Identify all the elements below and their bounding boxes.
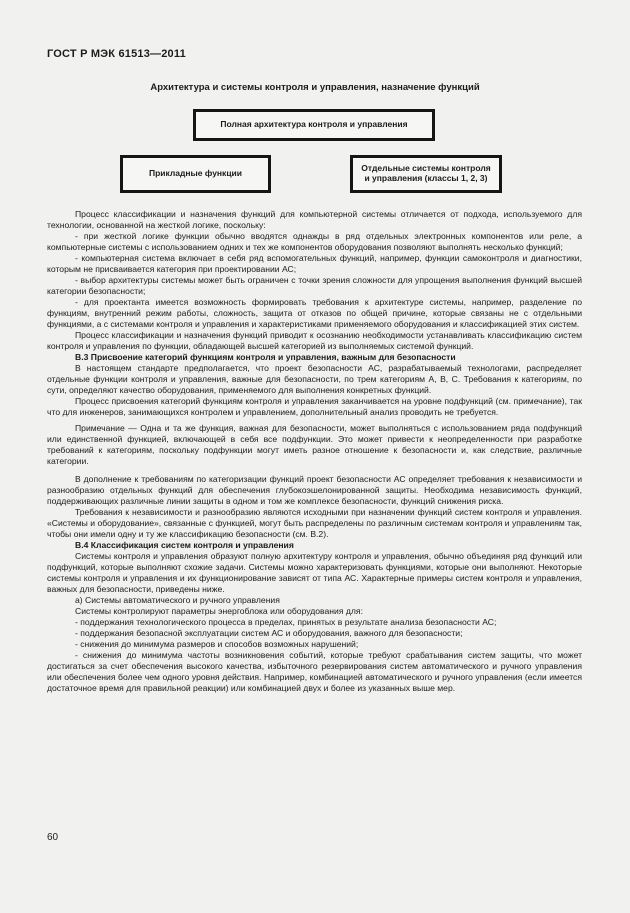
- figure-title: Архитектура и системы контроля и управления, назначение функций: [150, 82, 480, 93]
- list-item: - компьютерная система включает в себя ряд вспомогательных функций, например, функции самоконтроля и диагностики, которым не присваивается категория при проектировании АС;: [47, 253, 582, 274]
- paragraph: В настоящем стандарте предполагается, что проект безопасности АС, разрабатываемый технологами, распределяет отдельные функции контроля и управления, важные для безопасности, по трем категориям А, В, С. Требования к категориям, по сути, определяют качество оборудования, применяемого для выполнения конкретных функций.: [47, 363, 582, 395]
- list-item: - снижения до минимума размеров и способов возможных нарушений;: [75, 639, 359, 649]
- applied-functions-box: [120, 155, 271, 193]
- list-item: - для проектанта имеется возможность формировать требования к архитектуре системы, например, разделение по функциям, внутренний режим работы, сложность, защита от отказов по общей причине, которые связаны не с отдельными функциями, а с системами контроля и управления и характеристиками применяемого оборудования и классификацией этих систем.: [47, 297, 582, 329]
- separate-systems-label-line2: и управления (классы 1, 2, 3): [364, 173, 488, 183]
- paragraph: Процесс классификации и назначения функций для компьютерной системы отличается от подхода, используемого для технологии, основанной на жесткой логике, поскольку:: [47, 209, 582, 230]
- full-architecture-box: [193, 109, 435, 141]
- applied-functions-label: Прикладные функции: [148, 168, 242, 179]
- paragraph: Процесс классификации и назначения функций приводит к осознанию необходимости устанавливать классификацию систем контроля и управления по функции, обладающей высшей категорией из выполняемых системой функций.: [47, 330, 582, 351]
- subsection-heading: а) Системы автоматического и ручного управления: [75, 595, 280, 605]
- standard-header: ГОСТ Р МЭК 61513—2011: [47, 48, 186, 60]
- list-item: - снижения до минимума частоты возникновения событий, которые требуют срабатывания систем защиты, что может достигаться за счет обеспечения высокого качества, избыточного резервирования систем автоматического и ручного управления или обеспечения более чем одного уровня действия. Например, комбинацией автоматического и ручного управления (если имеется достаточное время для правильной реакции) или комбинацией двух и более из указанных выше мер.: [47, 650, 582, 693]
- separate-systems-label-line1: Отдельные системы контроля: [361, 163, 491, 174]
- paragraph: Системы контроля и управления образуют полную архитектуру контроля и управления, обычно объединяя ряд функций или подфункций, которые выполняют схожие задачи. Системы можно характеризовать функциями, которые они выполняют. Некоторые системы контроля и управления и их функционирование зависят от типа АС. Характерные примеры систем контроля и управления, важных для безопасности, приведены ниже.: [47, 551, 582, 594]
- note-paragraph: Примечание — Одна и та же функция, важная для безопасности, может выполняться с использованием ряда подфункций или единственной функцией, включающей в себя все подфункции. Это может привести к неопределенности при разработке требований к категориям, поскольку подфункции могут иметь разное отношение к безопасности и, как следствие, различные категории.: [47, 423, 582, 466]
- list-item: - при жесткой логике функции обычно вводятся однажды в ряд отдельных электронных компонентов или реле, а компьютерные системы с использованием одних и тех же компонентов оборудования позволяют выполнять несколько функций;: [47, 231, 582, 252]
- list-item: - выбор архитектуры системы может быть ограничен с точки зрения сложности для упрощения выполнения функций высшей категории безопасности;: [47, 275, 582, 296]
- paragraph: Системы контролируют параметры энергоблока или оборудования для:: [75, 606, 363, 616]
- separate-systems-box: [350, 155, 502, 193]
- section-heading-b3: B.3 Присвоение категорий функциям контроля и управления, важным для безопасности: [75, 352, 456, 362]
- section-heading-b4: B.4 Классификация систем контроля и управления: [75, 540, 294, 550]
- page-number: 60: [47, 832, 59, 843]
- paragraph: Процесс присвоения категорий функциям контроля и управления заканчивается на уровне подфункций (см. примечание), так что для инженеров, занимающихся контролем и управлением, дополнительный анализ проводить не требуется.: [47, 396, 582, 417]
- list-item: - поддержания технологического процесса в пределах, принятых в результате анализа безопасности АС;: [75, 617, 497, 627]
- paragraph: В дополнение к требованиям по категоризации функций проект безопасности АС определяет требования к независимости и разнообразию отдельных функций для обеспечения глубокоэшелонированной защиты. Необходима независимость функций, поддерживающих различные линии защиты в одном и том же комплексе безопасности, функций снижения риска.: [47, 474, 582, 506]
- paragraph: Требования к независимости и разнообразию являются исходными при назначении функций систем контроля и управления. «Системы и оборудование», связанные с функцией, могут быть распределены по различным системам контроля и управлениям так, чтобы они имели одну и ту же классификацию безопасности (см. В.2).: [47, 507, 582, 539]
- list-item: - поддержания безопасной эксплуатации систем АС и оборудования, важного для безопасности;: [75, 628, 463, 638]
- body-text: [47, 209, 582, 694]
- full-architecture-label: Полная архитектура контроля и управления: [220, 119, 408, 130]
